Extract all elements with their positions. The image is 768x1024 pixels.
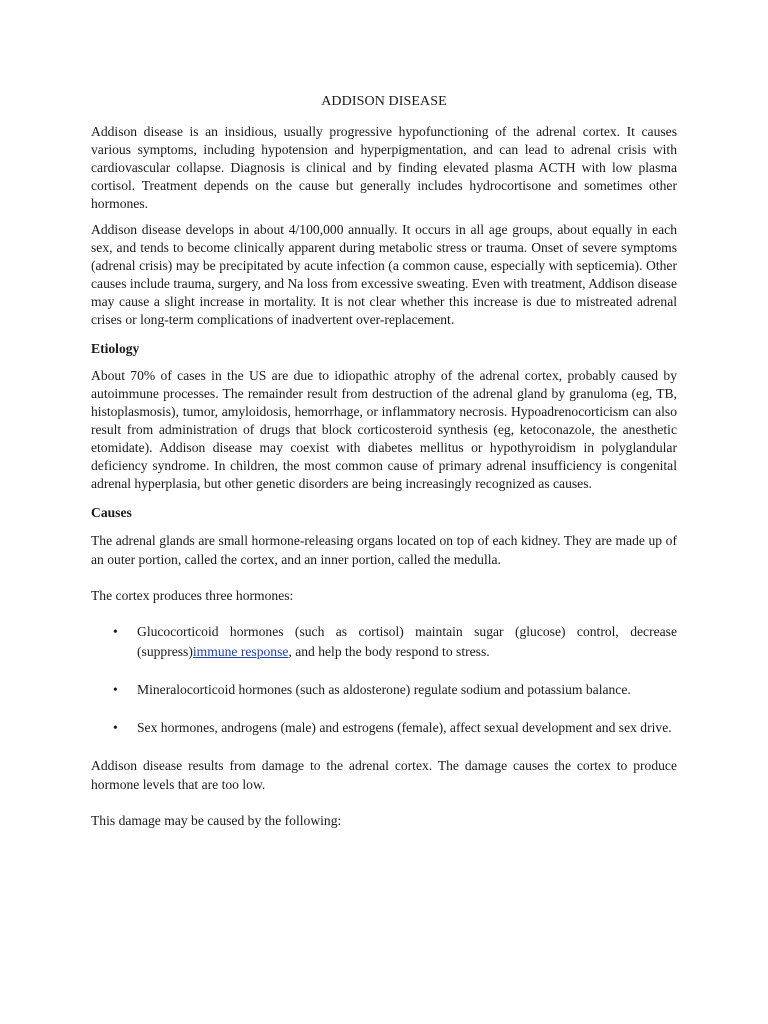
bullet-icon: • [113, 682, 118, 697]
list-item [91, 680, 677, 700]
bullet-icon: • [113, 720, 118, 735]
causes-paragraph-cortex-hormones: The cortex produces three hormones: [91, 588, 294, 603]
intro-paragraph-2: Addison disease develops in about 4/100,000 annually. It occurs in all age groups, about equally in each sex, and tends to become clinically apparent during metabolic stress or trauma. Onset of severe symptoms (adrenal crisis) may be precipitated by acute infection (a common cause, especially with septicemia). Other causes include trauma, surgery, and Na loss from excessive sweating. Even with treatment, Addison disease may cause a slight increase in mortality. It is not clear whether this increase is due to mistreated adrenal crises or long-term complications of inadvertent over-replacement. [91, 222, 677, 327]
etiology-paragraph: About 70% of cases in the US are due to idiopathic atrophy of the adrenal cortex, probably caused by autoimmune processes. The remainder result from destruction of the adrenal gland by granuloma (eg, TB, histoplasmosis), tumor, amyloidosis, hemorrhage, or inflammatory necrosis. Hypoadrenocorticism can also result from administration of drugs that block corticosteroid synthesis (eg, ketoconazole, the anesthetic etomidate). Addison disease may coexist with diabetes mellitus or hypothyroidism in polyglandular deficiency syndrome. In children, the most common cause of primary adrenal insufficiency is congenital adrenal hyperplasia, but other genetic disorders are being increasingly recognized as causes. [91, 368, 677, 491]
list-item-text: Mineralocorticoid hormones (such as aldosterone) regulate sodium and potassium balance. [137, 682, 631, 697]
document-page [91, 93, 677, 838]
document-title: ADDISON DISEASE [321, 94, 447, 109]
causes-paragraph-following: This damage may be caused by the following: [91, 813, 342, 828]
causes-paragraph-adrenal-glands: The adrenal glands are small hormone-releasing organs located on top of each kidney. They are made up of an outer portion, called the cortex, and an inner portion, called the medulla. [91, 533, 677, 567]
causes-heading: Causes [91, 505, 132, 520]
list-item-text: Sex hormones, androgens (male) and estrogens (female), affect sexual development and sex drive. [137, 720, 672, 735]
etiology-heading: Etiology [91, 341, 140, 356]
list-item [91, 622, 677, 662]
bullet-icon: • [113, 624, 118, 639]
immune-response-link[interactable]: immune response [192, 644, 289, 659]
list-item-text: Glucocorticoid hormones (such as cortisol) maintain sugar (glucose) control, decrease (suppress) [137, 624, 677, 659]
causes-paragraph-damage: Addison disease results from damage to the adrenal cortex. The damage causes the cortex to produce hormone levels that are too low. [91, 758, 677, 792]
intro-paragraph-1: Addison disease is an insidious, usually progressive hypofunctioning of the adrenal cortex. It causes various symptoms, including hypotension and hyperpigmentation, and can lead to adrenal crisis with cardiovascular collapse. Diagnosis is clinical and by finding elevated plasma ACTH with low plasma cortisol. Treatment depends on the cause but generally includes hydrocortisone and sometimes other hormones. [91, 124, 677, 211]
hormone-list [91, 622, 677, 738]
list-item-text-tail: , and help the body respond to stress. [288, 644, 490, 659]
list-item [91, 718, 677, 738]
